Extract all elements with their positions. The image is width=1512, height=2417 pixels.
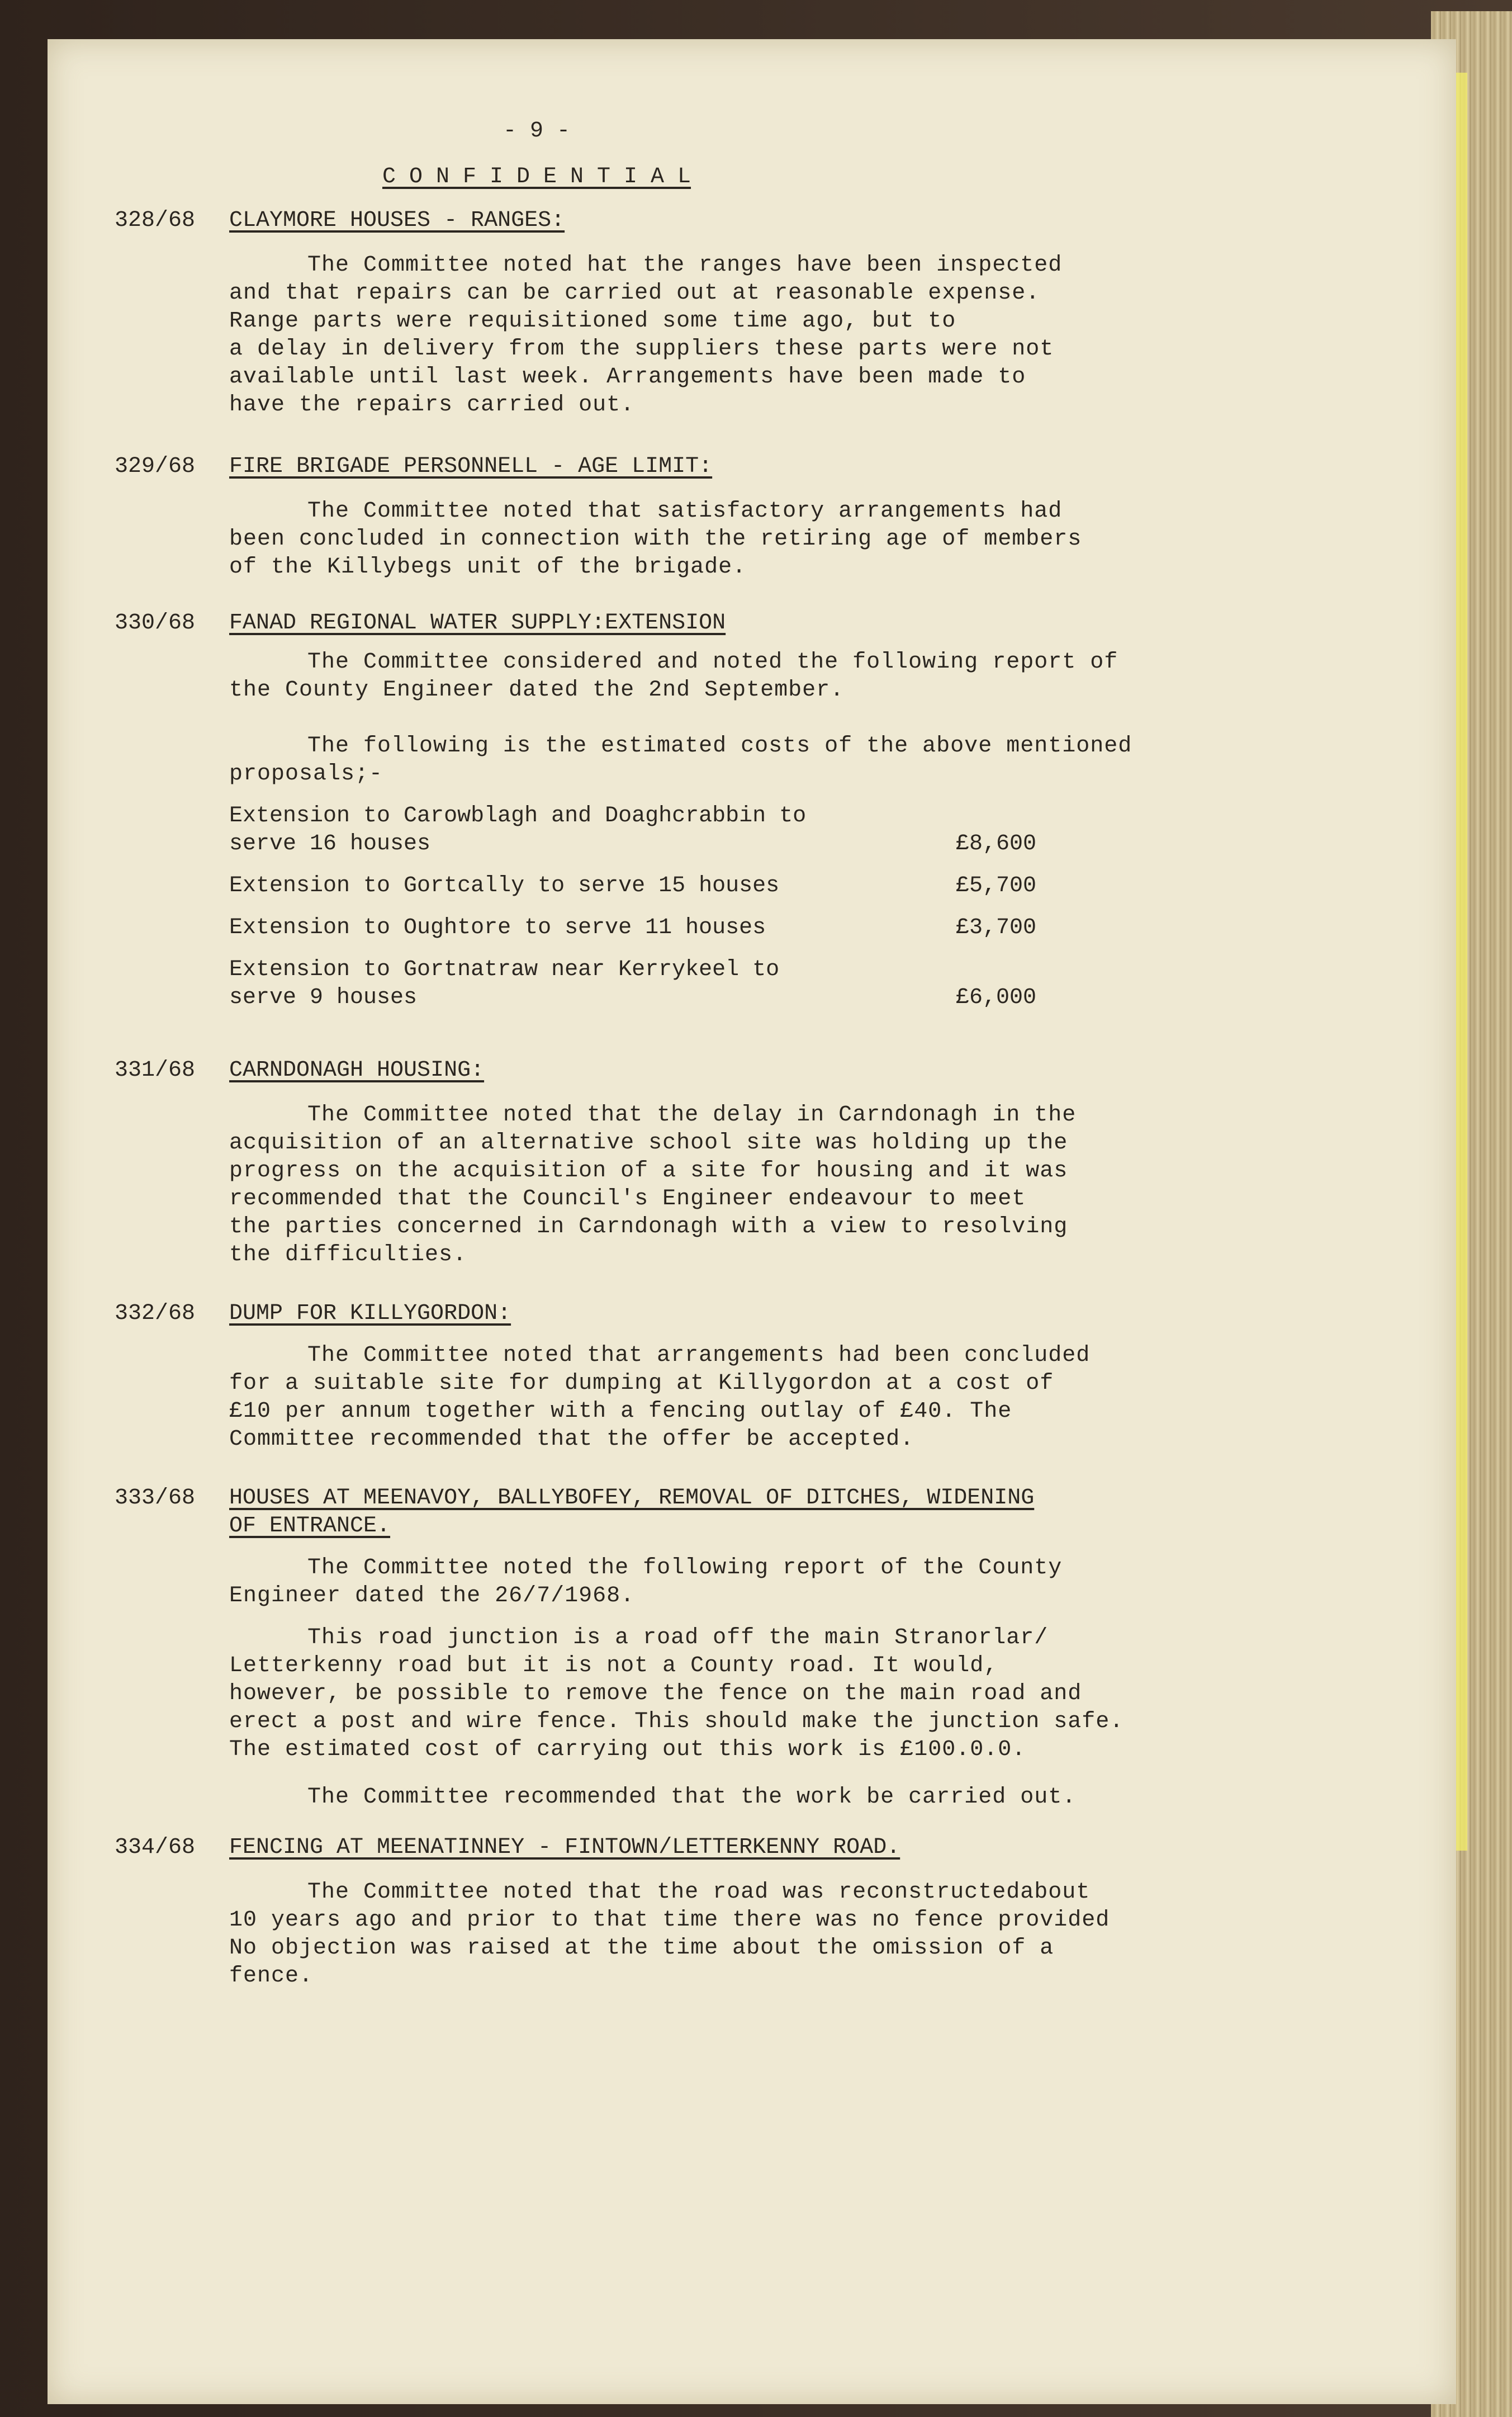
item-title: HOUSES AT MEENAVOY, BALLYBOFEY, REMOVAL OF DITCHES, WIDENING OF ENTRANCE. (229, 1486, 1035, 1539)
item-paragraph: The Committee noted that satisfactory arrangements had been concluded in connection with the retiring age of members of the Killybegs unit of the brigade. (229, 499, 1082, 580)
item-title: CARNDONAGH HOUSING: (229, 1058, 485, 1083)
cost-amount: £3,700 (956, 915, 1037, 940)
document-page (48, 39, 1456, 2404)
cost-description: Extension to Carowblagh and Doaghcrabbin to serve 16 houses (229, 803, 807, 857)
page-number: - 9 - (503, 119, 571, 144)
item-number: 331/68 (115, 1058, 196, 1083)
item-number: 330/68 (115, 611, 196, 636)
confidential-header: C O N F I D E N T I A L (382, 164, 691, 190)
item-paragraph: The Committee noted that the delay in Carndonagh in the acquisition of an alternative school site was holding up the progress on the acquisition of a site for housing and it was recommended that the Council's Engineer endeavour to meet the parties concerned in Carndonagh with a view to resolving the difficulties. (229, 1103, 1077, 1267)
item-title: CLAYMORE HOUSES - RANGES: (229, 208, 565, 233)
item-paragraph: The Committee noted that the road was reconstructedabout 10 years ago and prior to that time there was no fence provided No objection was raised at the time about the omission of a fence. (229, 1880, 1110, 1989)
item-title: FANAD REGIONAL WATER SUPPLY:EXTENSION (229, 611, 726, 636)
item-number: 328/68 (115, 208, 196, 233)
item-title: FIRE BRIGADE PERSONNELL - AGE LIMIT: (229, 454, 713, 479)
cost-amount: £8,600 (956, 831, 1037, 857)
item-paragraph: The Committee noted hat the ranges have been inspected and that repairs can be carried out at reasonable expense. Range parts were requisitioned some time ago, but to a delay in delivery from the suppliers these parts were not available until last week. Arrangements have been made to have the repairs carried out. (229, 253, 1063, 418)
item-paragraph: The Committee noted that arrangements had been concluded for a suitable site for dumping at Killygordon at a cost of £10 per annum together with a fencing outlay of £40. The Committee recommended that the offer be accepted. (229, 1343, 1091, 1452)
item-title: FENCING AT MEENATINNEY - FINTOWN/LETTERKENNY ROAD. (229, 1835, 900, 1860)
item-paragraph: The following is the estimated costs of the above mentioned proposals;- (229, 734, 1132, 787)
item-title: DUMP FOR KILLYGORDON: (229, 1301, 511, 1326)
cost-description: Extension to Oughtore to serve 11 houses (229, 915, 766, 940)
cost-amount: £5,700 (956, 873, 1037, 898)
item-number: 329/68 (115, 454, 196, 479)
item-paragraph: This road junction is a road off the main Stranorlar/ Letterkenny road but it is not a County road. It would, however, be possible to remove the fence on the main road and erect a post and wire fence. This should make the junction safe. The estimated cost of carrying out this work is £100.0.0. (229, 1625, 1124, 1762)
cost-description: Extension to Gortcally to serve 15 houses (229, 873, 780, 898)
item-number: 332/68 (115, 1301, 196, 1326)
cost-description: Extension to Gortnatraw near Kerrykeel to serve 9 houses (229, 957, 780, 1010)
item-paragraph: The Committee noted the following report of the County Engineer dated the 26/7/1968. (229, 1555, 1063, 1609)
item-number: 333/68 (115, 1486, 196, 1511)
item-number: 334/68 (115, 1835, 196, 1860)
item-paragraph: The Committee recommended that the work be carried out. (307, 1785, 1077, 1810)
item-paragraph: The Committee considered and noted the following report of the County Engineer dated the 2nd September. (229, 650, 1118, 703)
cost-amount: £6,000 (956, 985, 1037, 1010)
